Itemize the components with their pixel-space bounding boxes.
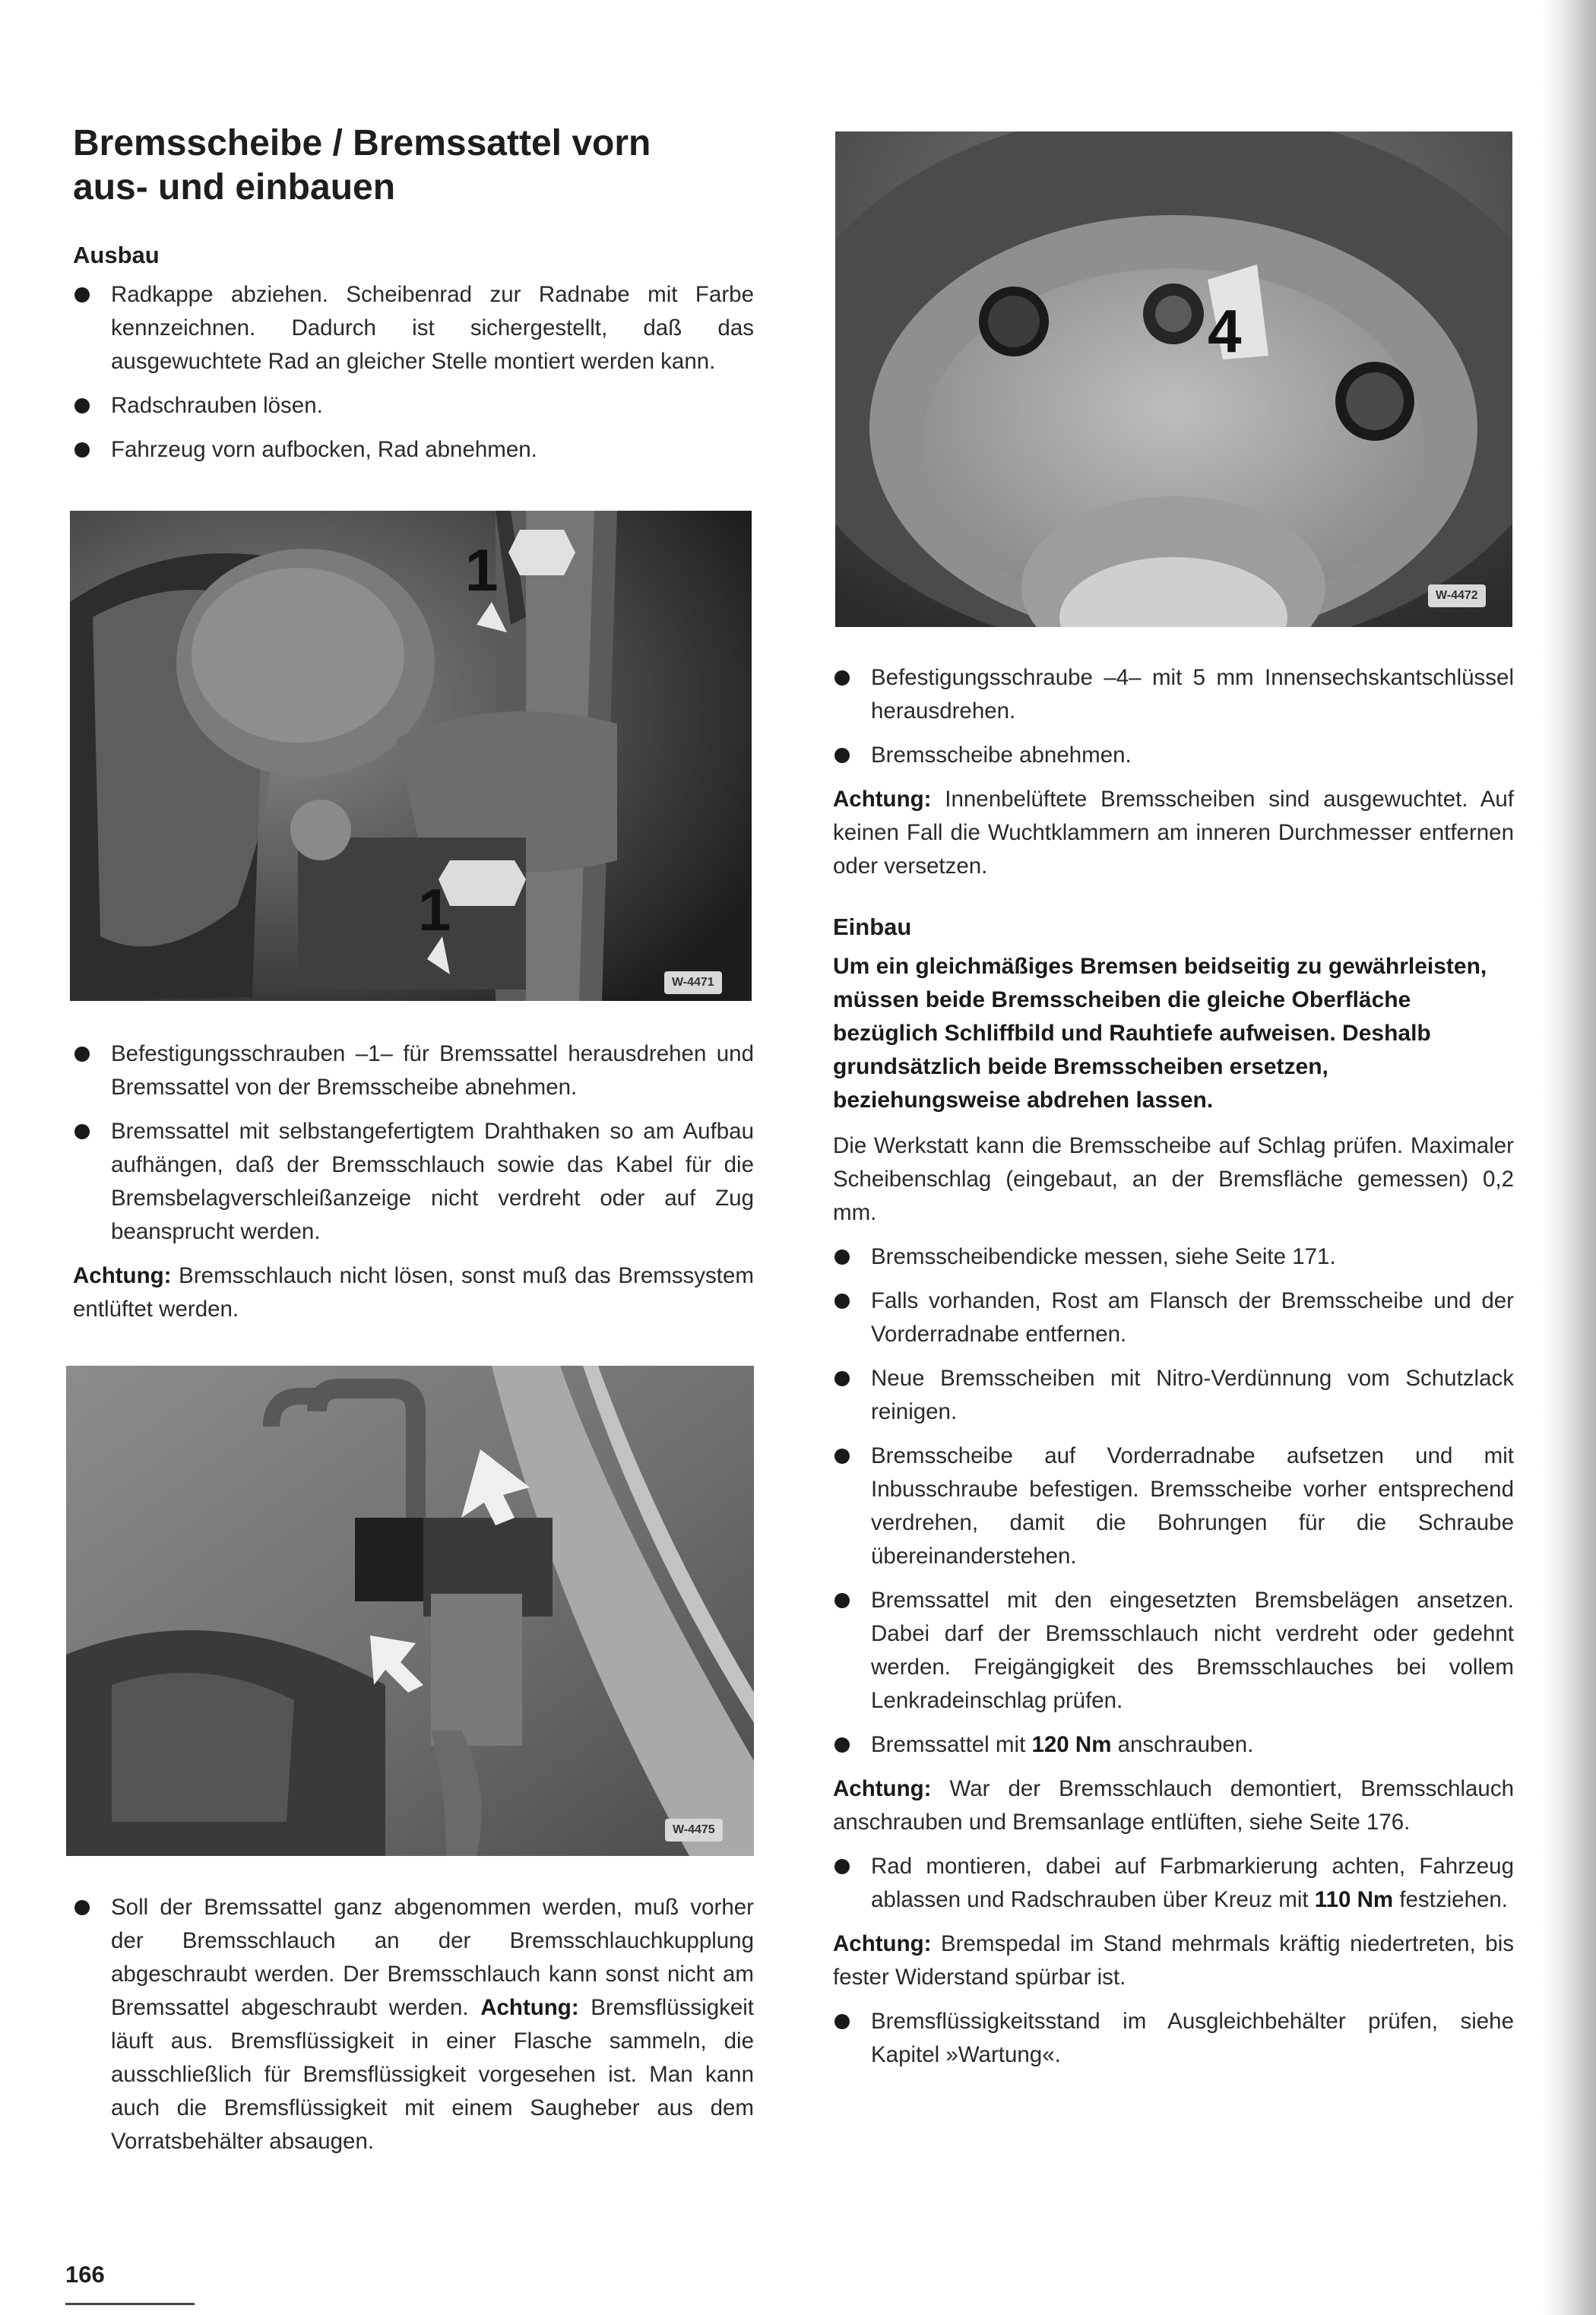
list-item: Falls vorhanden, Rost am Flansch der Bremsscheibe und der Vorderradnabe entfernen. <box>833 1284 1514 1351</box>
caliper-removal-list <box>73 1037 754 1249</box>
bullet-icon <box>834 670 850 686</box>
list-item: Bremssattel mit den eingesetzten Bremsbelägen ansetzen. Dabei darf der Bremsschlauch nicht verdreht oder gedehnt werden. Freigängigkeit des Bremsschlauches bei vollem Lenkradeinschlag prüfen. <box>833 1584 1514 1718</box>
title-line-1: Bremsscheibe / Bremssattel vorn <box>73 123 651 163</box>
full-removal-list <box>73 1891 754 2158</box>
photo-brake-caliper <box>70 511 752 1001</box>
list-item: Bremssattel mit selbstangefertigtem Drahthaken so am Aufbau aufhängen, daß der Bremsschlauch sowie das Kabel für die Bremsbelagverschleißanzeige nicht verdreht oder auf Zug beansprucht werden. <box>73 1115 754 1249</box>
torque-value-caliper: 120 Nm <box>1031 1732 1112 1757</box>
bullet-icon <box>834 1371 850 1386</box>
bullet-icon <box>834 1249 850 1265</box>
bullet-icon <box>74 442 90 458</box>
page-number: 166 <box>65 2261 105 2288</box>
bullet-icon <box>74 1900 90 1915</box>
caliper-removal-section <box>73 1037 754 1337</box>
list-item: Bremsscheibe auf Vorderradnabe aufsetzen und mit Inbusschraube befestigen. Bremsscheibe vorher entsprechend verdrehen, damit die Bohrungen für die Schraube übereinanderstehen. <box>833 1439 1514 1573</box>
wheel-list <box>833 1850 1514 1917</box>
list-item: Bremsscheibe abnehmen. <box>833 739 1514 772</box>
achtung-note-4: Achtung: Bremspedal im Stand mehrmals kräftig niedertreten, bis fester Widerstand spürbar ist. <box>833 1931 1514 1990</box>
page-title <box>73 122 757 210</box>
einbau-heading: Einbau <box>833 914 912 940</box>
photo1-marker-top: 1 <box>465 537 499 603</box>
ausbau-section <box>73 242 754 477</box>
bullet-icon <box>834 2014 850 2029</box>
photo2-marker: 4 <box>1208 297 1242 365</box>
einbau-lead: Um ein gleichmäßiges Bremsen beidseitig zu gewährleisten, müssen beide Bremsscheiben die gleiche Oberfläche bezüglich Schliffbild und Rauhtiefe aufweisen. Deshalb grundsätzlich beide Bremsscheiben ersetzen, beziehungsweise abdrehen lassen. <box>833 954 1487 1113</box>
ausbau-heading: Ausbau <box>73 242 160 268</box>
photo3-code: W-4475 <box>665 1819 723 1842</box>
einbau-list <box>833 1240 1514 1762</box>
achtung-note-3: Achtung: War der Bremsschlauch demontiert, Bremsschlauch anschrauben und Bremsanlage entlüften, siehe Seite 176. <box>833 1776 1514 1835</box>
photo-brake-disc <box>835 131 1512 627</box>
bullet-icon <box>74 287 90 302</box>
list-item: Neue Bremsscheiben mit Nitro-Verdünnung vom Schutzlack reinigen. <box>833 1362 1514 1429</box>
bullet-icon <box>74 1124 90 1139</box>
photo2-code: W-4472 <box>1428 584 1486 607</box>
bullet-icon <box>74 1047 90 1062</box>
list-item: Befestigungsschraube –4– mit 5 mm Innensechskantschlüssel herausdrehen. <box>833 661 1514 728</box>
list-item: Fahrzeug vorn aufbocken, Rad abnehmen. <box>73 433 754 467</box>
footer-rule <box>65 2303 195 2305</box>
list-item: Soll der Bremssattel ganz abgenommen werden, muß vorher der Bremsschlauch an der Bremsschlauchkupplung abgeschraubt werden. Der Bremsschlauch kann sonst nicht am Bremssattel abgeschraubt werden. Achtung: Bremsflüssigkeit läuft aus. Bremsflüssigkeit in einer Flasche sammeln, die ausschließlich für Bremsflüssigkeit vorgesehen ist. Man kann auch die Bremsflüssigkeit mit einem Saugheber aus dem Vorratsbehälter absaugen. <box>73 1891 754 2158</box>
torque-value-wheel: 110 Nm <box>1314 1887 1394 1912</box>
bullet-icon <box>834 1859 850 1874</box>
ausbau-list <box>73 278 754 467</box>
list-item: Radschrauben lösen. <box>73 389 754 423</box>
photo1-marker-bottom: 1 <box>418 876 451 943</box>
bullet-icon <box>834 1294 850 1309</box>
einbau-para: Die Werkstatt kann die Bremsscheibe auf Schlag prüfen. Maximaler Scheibenschlag (eingebaut, an der Bremsfläche gemessen) 0,2 mm. <box>833 1133 1514 1225</box>
bullet-icon <box>834 1737 850 1753</box>
right-column <box>833 661 1514 2082</box>
photo-brake-hose <box>66 1366 754 1856</box>
list-item: Befestigungsschrauben –1– für Bremssattel herausdrehen und Bremssattel von der Bremsscheibe abnehmen. <box>73 1037 754 1104</box>
bullet-icon <box>834 1593 850 1608</box>
final-list <box>833 2005 1514 2072</box>
title-line-2: aus- und einbauen <box>73 167 396 207</box>
list-item: Bremsflüssigkeitsstand im Ausgleichbehälter prüfen, siehe Kapitel »Wartung«. <box>833 2005 1514 2072</box>
disc-removal-list <box>833 661 1514 772</box>
achtung-note-1: Achtung: Bremsschlauch nicht lösen, sonst muß das Bremssystem entlüftet werden. <box>73 1263 754 1322</box>
bullet-icon <box>74 398 90 413</box>
bullet-icon <box>834 1449 850 1464</box>
list-item: Bremssattel mit 120 Nm anschrauben. <box>833 1728 1514 1762</box>
list-item: Radkappe abziehen. Scheibenrad zur Radnabe mit Farbe kennzeichnen. Dadurch ist sichergestellt, daß das ausgewuchtete Rad an gleicher Stelle montiert werden kann. <box>73 278 754 378</box>
list-item: Rad montieren, dabei auf Farbmarkierung achten, Fahrzeug ablassen und Radschrauben über Kreuz mit 110 Nm festziehen. <box>833 1850 1514 1917</box>
page-edge-shadow <box>1543 0 1596 2315</box>
full-removal-section <box>73 1891 754 2169</box>
list-item: Bremsscheibendicke messen, siehe Seite 171. <box>833 1240 1514 1274</box>
bullet-icon <box>834 748 850 763</box>
photo1-code: W-4471 <box>664 971 722 994</box>
achtung-note-2: Achtung: Innenbelüftete Bremsscheiben sind ausgewuchtet. Auf keinen Fall die Wuchtklammern am inneren Durchmesser entfernen oder versetzen. <box>833 787 1514 879</box>
